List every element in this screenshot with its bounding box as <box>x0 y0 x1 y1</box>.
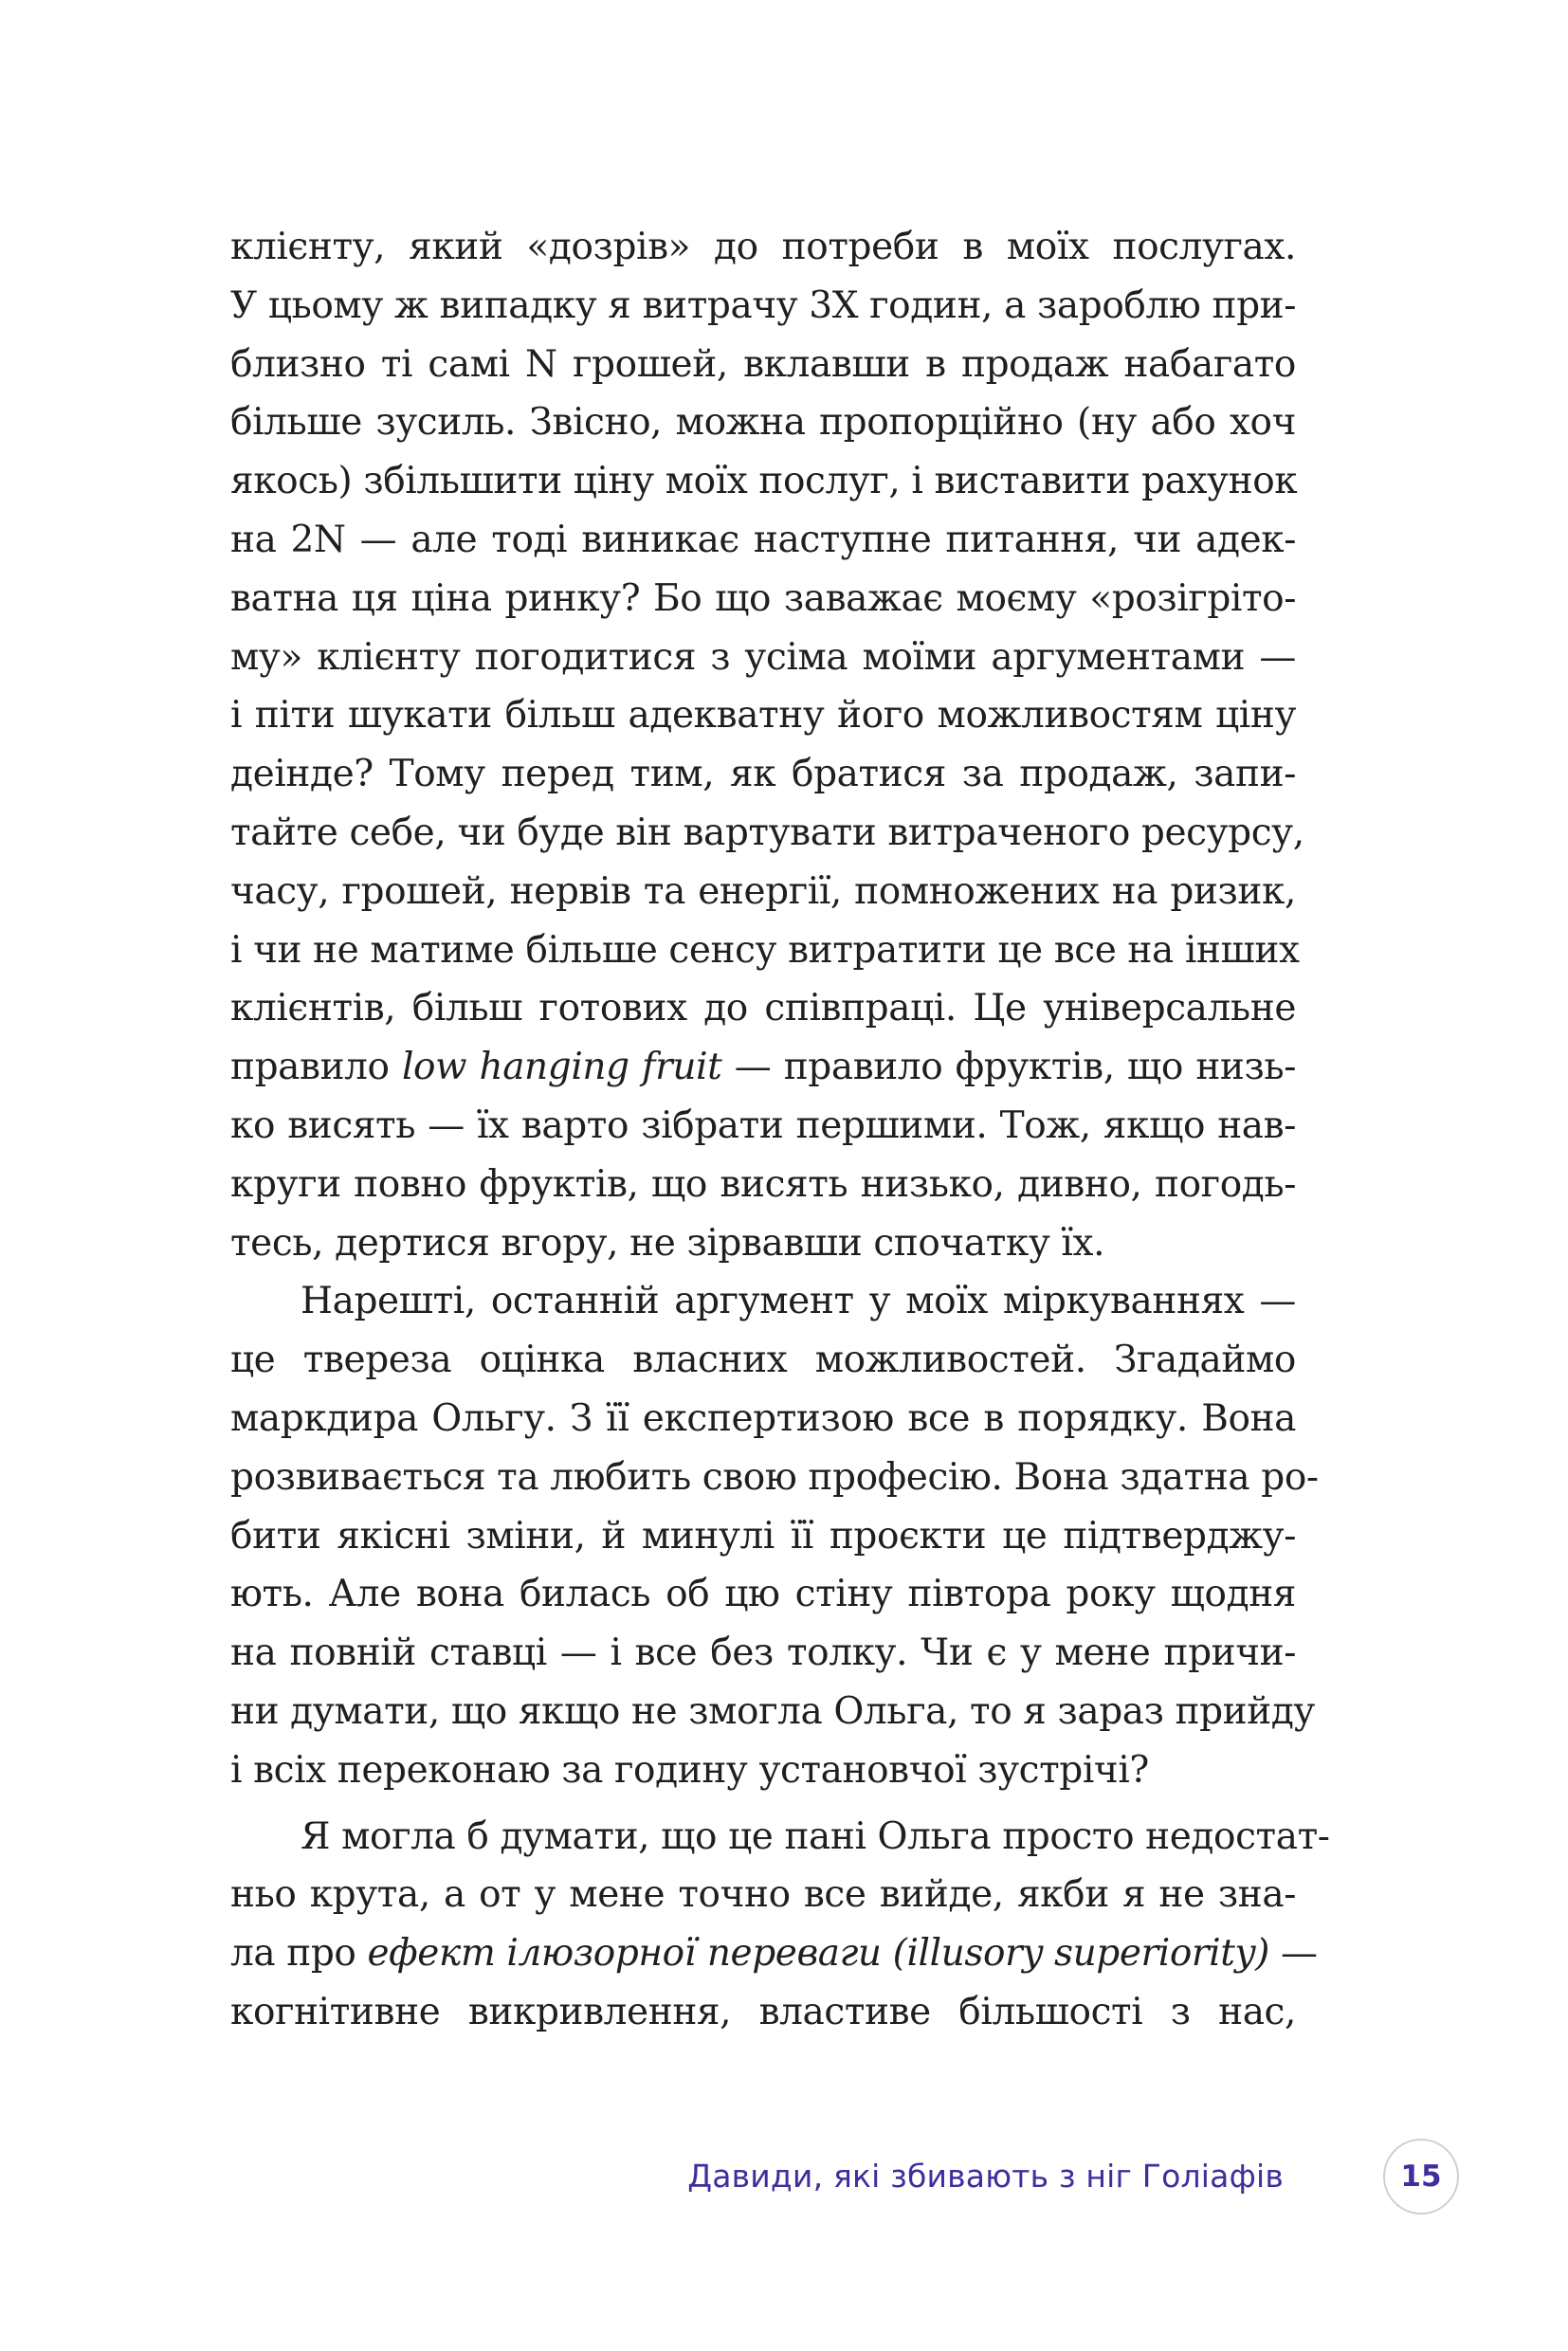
text-line: якось) збільшити ціну моїх послуг, і виставити рахунок <box>230 460 1298 503</box>
text-line: клієнтів, більш готових до співпраці. Це універсальне <box>230 987 1296 1030</box>
text-line: це тверезa оцінка власних можливостей. Згадаймо <box>230 1339 1296 1382</box>
text-line: і чи не матиме більше сенсу витратити це все на інших <box>230 928 1300 972</box>
text-line: більше зусиль. Звісно, можна пропорційно (ну або хоч <box>230 401 1296 445</box>
running-footer-title: Давиди, які збивають з ніг Голіафів <box>687 2158 1284 2195</box>
italic-term-low-hanging-fruit: low hanging fruit <box>401 1046 722 1089</box>
text-fragment: — правило фруктів, що низь- <box>721 1046 1297 1089</box>
text-fragment: правило <box>230 1046 402 1089</box>
text-line: тесь, дертися вгору, не зірвавши спочатку їх. <box>230 1221 1105 1265</box>
text-line: когнітивне викривлення, властиве більшості з нас, <box>230 1990 1296 2033</box>
text-line: деінде? Тому перед тим, як братися за продаж, запи- <box>230 753 1296 796</box>
page-number-badge: 15 <box>1383 2139 1459 2214</box>
text-line: круги повно фруктів, що висять низько, дивно, погодь- <box>230 1162 1296 1206</box>
text-line: ють. Але вона билась об цю стіну півтора року щодня <box>230 1573 1296 1616</box>
text-fragment: — <box>1268 1932 1318 1976</box>
italic-term-illusory-superiority: ефект ілюзорної переваги (illusory superiority) <box>367 1932 1269 1976</box>
text-line: розвивається та любить свою професію. Вона здатна ро- <box>230 1455 1319 1499</box>
text-line: тайте себе, чи буде він вартувати витраченого ресурсу, <box>230 811 1304 854</box>
text-line: маркдира Ольгу. З її експертизою все в порядку. Вона <box>230 1396 1296 1440</box>
text-line: на повній ставці — і все без толку. Чи є у мене причи- <box>230 1631 1296 1675</box>
text-line: часу, грошей, нервів та енергії, помножених на ризик, <box>230 869 1296 913</box>
text-line: і всіх переконаю за годину установчої зустрічі? <box>230 1748 1149 1792</box>
paragraph-start-line: Нарешті, останній аргумент у моїх міркуваннях — <box>301 1280 1296 1323</box>
text-line: ко висять — їх варто зібрати першими. Тож, якщо нав- <box>230 1103 1296 1147</box>
text-line-with-italic <box>230 1038 1296 1097</box>
text-line-with-italic <box>230 1924 1318 1983</box>
text-line: ньо крута, а от у мене точно все вийде, якби я не зна- <box>230 1873 1296 1917</box>
text-line: близно ті самі N грошей, вклавши в продаж набагато <box>230 342 1296 386</box>
text-line: ватна ця ціна ринку? Бо що заважає моєму «розігріто- <box>230 576 1296 620</box>
body-text <box>230 218 1330 2042</box>
text-line: ни думати, що якщо не змогла Ольга, то я зараз прийду <box>230 1689 1315 1733</box>
text-fragment: ла про <box>230 1932 368 1976</box>
text-line: і піти шукати більш адекватну його можливостям ціну <box>230 694 1296 738</box>
text-line: на 2N — але тоді виникає наступне питання, чи адек- <box>230 518 1296 561</box>
text-line: клієнту, який «дозрів» до потреби в моїх послугах. <box>230 226 1296 268</box>
text-line: му» клієнту погодитися з усіма моїми аргументами — <box>230 635 1296 679</box>
paragraph-start-line: Я могла б думати, що це пані Ольга просто недостат- <box>301 1814 1330 1858</box>
text-line: У цьому ж випадку я витрачу 3Х годин, а зароблю при- <box>230 283 1296 327</box>
paragraph-gap <box>230 1800 1296 1808</box>
text-line: бити якісні зміни, й минулі її проєкти це підтверджу- <box>230 1514 1296 1558</box>
